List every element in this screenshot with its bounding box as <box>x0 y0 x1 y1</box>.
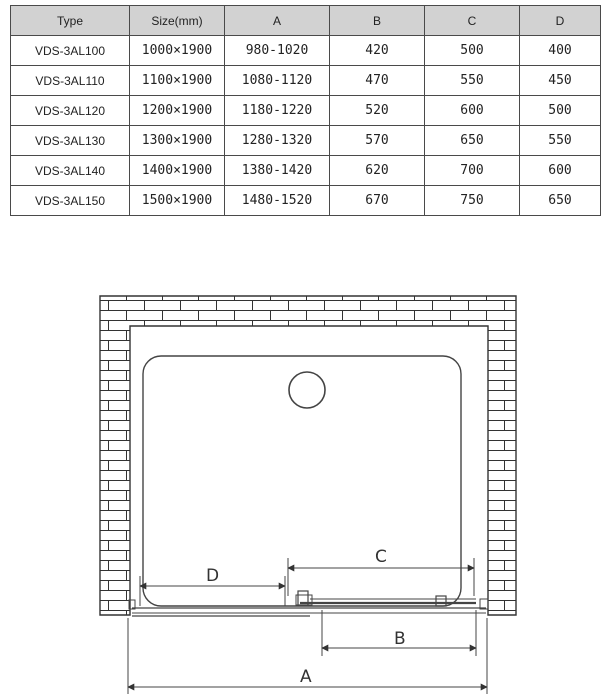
cell-d: 550 <box>520 126 601 156</box>
cell-d: 650 <box>520 186 601 216</box>
cell-c: 550 <box>425 66 520 96</box>
cell-d: 500 <box>520 96 601 126</box>
table-row <box>11 156 601 186</box>
cell-d: 600 <box>520 156 601 186</box>
cell-size: 1100×1900 <box>130 66 225 96</box>
cell-type: VDS-3AL110 <box>11 66 130 96</box>
header-b: B <box>330 6 425 36</box>
header-type: Type <box>11 6 130 36</box>
spec-table <box>10 5 601 216</box>
cell-b: 470 <box>330 66 425 96</box>
dimension-label-b: B <box>394 629 406 649</box>
dimension-label-c: C <box>375 547 387 567</box>
drain-icon <box>289 372 325 408</box>
cell-d: 400 <box>520 36 601 66</box>
cell-type: VDS-3AL130 <box>11 126 130 156</box>
cell-c: 650 <box>425 126 520 156</box>
table-row <box>11 126 601 156</box>
cell-b: 620 <box>330 156 425 186</box>
cell-a: 1080-1120 <box>225 66 330 96</box>
cell-type: VDS-3AL140 <box>11 156 130 186</box>
cell-b: 420 <box>330 36 425 66</box>
cell-b: 520 <box>330 96 425 126</box>
cell-size: 1000×1900 <box>130 36 225 66</box>
header-c: C <box>425 6 520 36</box>
cell-size: 1500×1900 <box>130 186 225 216</box>
cell-c: 500 <box>425 36 520 66</box>
cell-c: 600 <box>425 96 520 126</box>
dimension-label-d: D <box>206 566 220 586</box>
cell-d: 450 <box>520 66 601 96</box>
cell-size: 1200×1900 <box>130 96 225 126</box>
cell-a: 1280-1320 <box>225 126 330 156</box>
cell-a: 1180-1220 <box>225 96 330 126</box>
brick-wall <box>100 296 516 615</box>
header-size: Size(mm) <box>130 6 225 36</box>
table-row <box>11 36 601 66</box>
table-row <box>11 96 601 126</box>
cell-type: VDS-3AL150 <box>11 186 130 216</box>
header-d: D <box>520 6 601 36</box>
cell-a: 980-1020 <box>225 36 330 66</box>
shower-enclosure-diagram <box>0 280 612 700</box>
cell-b: 570 <box>330 126 425 156</box>
table-row <box>11 186 601 216</box>
cell-size: 1300×1900 <box>130 126 225 156</box>
table-row <box>11 66 601 96</box>
cell-b: 670 <box>330 186 425 216</box>
header-a: A <box>225 6 330 36</box>
table-header-row <box>11 6 601 36</box>
cell-type: VDS-3AL120 <box>11 96 130 126</box>
cell-size: 1400×1900 <box>130 156 225 186</box>
cell-a: 1380-1420 <box>225 156 330 186</box>
cell-c: 750 <box>425 186 520 216</box>
cell-type: VDS-3AL100 <box>11 36 130 66</box>
sliding-door-panels <box>129 591 488 616</box>
cell-c: 700 <box>425 156 520 186</box>
cell-a: 1480-1520 <box>225 186 330 216</box>
dimension-label-a: A <box>300 667 312 687</box>
